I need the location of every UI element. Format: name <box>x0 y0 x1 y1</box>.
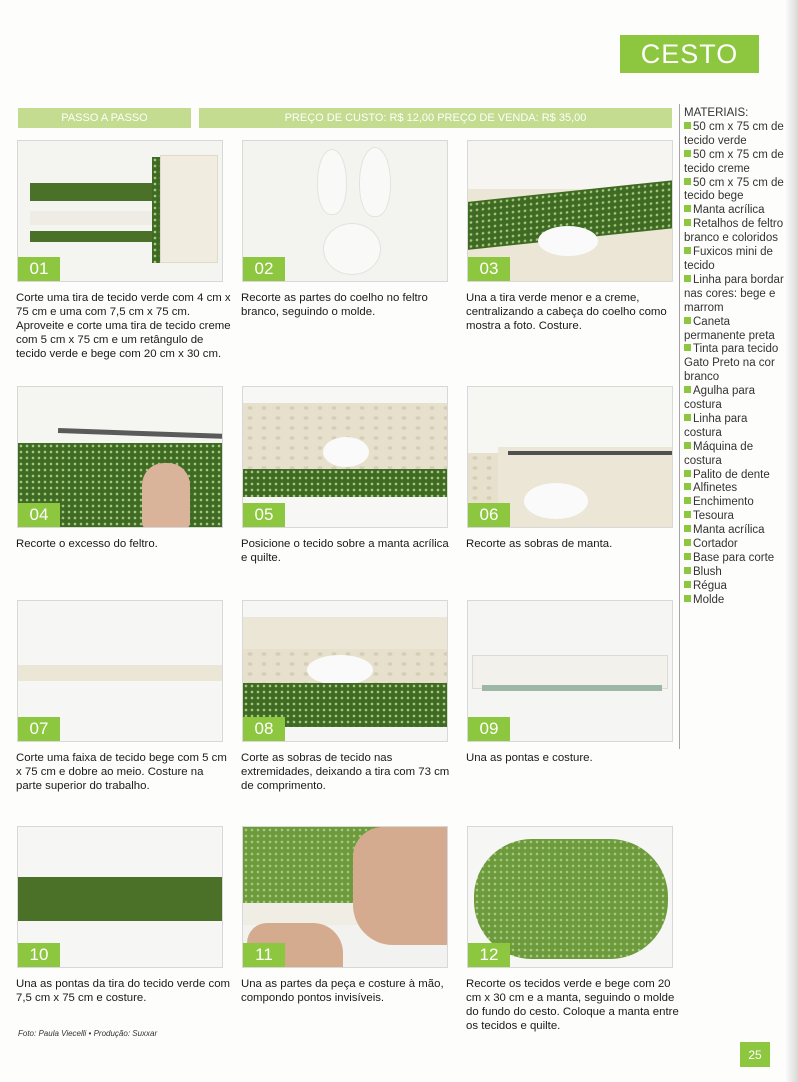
step-number-badge: 04 <box>18 503 60 527</box>
bullet-square-icon <box>684 595 691 602</box>
step-number-badge: 08 <box>243 717 285 741</box>
price-band: PREÇO DE CUSTO: R$ 12,00 PREÇO DE VENDA: R$ 35,00 <box>199 108 672 128</box>
step-caption: Recorte os tecidos verde e bege com 20 cm x 30 cm e a manta, seguindo o molde do fundo do cesto. Coloque a manta entre os tecidos e quilte. <box>466 978 679 1032</box>
step-number-badge: 03 <box>468 257 510 281</box>
step-caption: Posicione o tecido sobre a manta acrílica e quilte. <box>241 538 449 564</box>
bullet-square-icon <box>684 317 691 324</box>
bullet-square-icon <box>684 247 691 254</box>
bullet-square-icon <box>684 553 691 560</box>
material-item: Linha para costura <box>684 412 748 439</box>
bullet-square-icon <box>684 497 691 504</box>
material-item: Tinta para tecido Gato Preto na cor branco <box>684 343 779 384</box>
material-item: Manta acrílica <box>684 204 784 218</box>
step-photo <box>467 386 673 528</box>
step-number-badge: 11 <box>243 943 285 967</box>
step-number-badge: 09 <box>468 717 510 741</box>
step-caption: Corte as sobras de tecido nas extremidades, deixando a tira com 73 cm de comprimento. <box>241 752 450 792</box>
material-item: Régua <box>684 580 784 594</box>
step-photo <box>17 826 223 968</box>
material-item: 50 cm x 75 cm de tecido creme <box>684 148 784 175</box>
material-item: Palito de dente <box>684 469 784 483</box>
step-caption: Una as partes da peça e costure à mão, compondo pontos invisíveis. <box>241 978 444 1004</box>
bullet-square-icon <box>684 386 691 393</box>
material-item: Blush <box>684 566 784 580</box>
bullet-square-icon <box>684 442 691 449</box>
bullet-square-icon <box>684 511 691 518</box>
bullet-square-icon <box>684 150 691 157</box>
material-item: 50 cm x 75 cm de tecido bege <box>684 176 784 203</box>
material-item: Molde <box>684 594 784 608</box>
material-item: 50 cm x 75 cm de tecido verde <box>684 120 784 147</box>
material-item: Cortador <box>684 538 784 552</box>
material-item: Base para corte <box>684 552 784 566</box>
step-photo <box>467 140 673 282</box>
step-number-badge: 01 <box>18 257 60 281</box>
step-number-badge: 06 <box>468 503 510 527</box>
title-banner <box>620 35 759 73</box>
bullet-square-icon <box>684 581 691 588</box>
materials-heading: MATERIAIS: <box>684 107 749 119</box>
material-item: Linha para bordar nas cores: bege e marrom <box>684 273 784 314</box>
bullet-square-icon <box>684 414 691 421</box>
step-caption: Recorte as partes do coelho no feltro branco, seguindo o molde. <box>241 292 428 318</box>
material-item: Agulha para costura <box>684 385 756 412</box>
step-number-badge: 12 <box>468 943 510 967</box>
bullet-square-icon <box>684 205 691 212</box>
bullet-square-icon <box>684 122 691 129</box>
material-item: Manta acrílica <box>684 524 784 538</box>
page-number: 25 <box>740 1042 770 1067</box>
step-caption: Una as pontas e costure. <box>466 752 593 764</box>
material-item: Fuxicos mini de tecido <box>684 246 773 272</box>
bullet-square-icon <box>684 567 691 574</box>
step-caption: Una as pontas da tira do tecido verde com 7,5 cm x 75 cm e costure. <box>16 978 231 1004</box>
bullet-square-icon <box>684 539 691 546</box>
step-photo <box>242 386 448 528</box>
step-caption: Corte uma faixa de tecido bege com 5 cm x 75 cm e dobre ao meio. Costure na parte superior do trabalho. <box>16 752 227 792</box>
photo-credit: Foto: Paula Viecelli • Produção: Suxxar <box>18 1029 158 1038</box>
step-number-badge: 02 <box>243 257 285 281</box>
bullet-square-icon <box>684 483 691 490</box>
bullet-square-icon <box>684 344 691 351</box>
step-caption: Recorte as sobras de manta. <box>466 538 613 550</box>
step-photo <box>242 140 448 282</box>
step-caption: Corte uma tira de tecido verde com 4 cm x 75 cm e uma com 7,5 cm x 75 cm. Aproveite e corte uma tira de tecido creme com 5 cm x 75 cm e um retângulo de tecido verde e bege com 20 cm x 30 cm. <box>16 292 231 360</box>
step-by-step-band: PASSO A PASSO <box>18 108 191 128</box>
step-photo <box>17 600 223 742</box>
material-item: Alfinetes <box>684 482 784 496</box>
step-photo <box>467 600 673 742</box>
step-number-badge: 07 <box>18 717 60 741</box>
bullet-square-icon <box>684 178 691 185</box>
step-photo <box>242 600 448 742</box>
material-item: Retalhos de feltro branco e coloridos <box>684 218 784 245</box>
material-item: Máquina de costura <box>684 440 754 467</box>
step-photo <box>242 826 448 968</box>
bullet-square-icon <box>684 275 691 282</box>
step-photo <box>17 140 223 282</box>
material-item: Tesoura <box>684 510 784 524</box>
material-item: Enchimento <box>684 496 784 510</box>
step-caption: Una a tira verde menor e a creme, centralizando a cabeça do coelho como mostra a foto. Costure. <box>466 292 667 332</box>
step-number-badge: 10 <box>18 943 60 967</box>
step-photo <box>467 826 673 968</box>
materials-list <box>684 107 784 608</box>
page-spine-shadow <box>784 0 798 1082</box>
bullet-square-icon <box>684 219 691 226</box>
step-photo <box>17 386 223 528</box>
bullet-square-icon <box>684 470 691 477</box>
material-item: Caneta permanente preta <box>684 315 775 342</box>
page-title: CESTO <box>640 38 739 69</box>
materials-divider <box>679 104 680 749</box>
bullet-square-icon <box>684 525 691 532</box>
step-number-badge: 05 <box>243 503 285 527</box>
step-caption: Recorte o excesso do feltro. <box>16 538 158 550</box>
